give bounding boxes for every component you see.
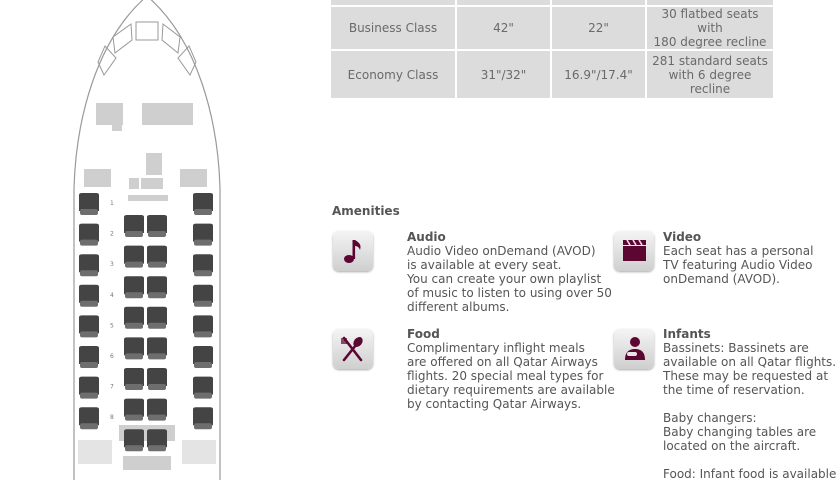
amenity-line: dietary requirements are available bbox=[407, 383, 615, 397]
rear-galley-block bbox=[182, 440, 216, 464]
table-cell-description: 30 flatbed seats with 180 degree recline bbox=[647, 7, 773, 49]
seat[interactable] bbox=[124, 215, 144, 237]
amenity-line: flights. 20 special meal types for bbox=[407, 369, 604, 383]
row-number: 8 bbox=[110, 414, 114, 422]
amenity-line: by contacting Qatar Airways. bbox=[407, 397, 582, 411]
table-cell-pitch: 42" bbox=[457, 7, 550, 49]
galley-block bbox=[141, 178, 163, 189]
seat[interactable] bbox=[147, 368, 167, 390]
table-header-cell bbox=[331, 0, 455, 5]
amenity-line: onDemand (AVOD). bbox=[663, 272, 780, 286]
seat[interactable] bbox=[79, 377, 99, 399]
amenity-line: You can create your own playlist bbox=[407, 272, 602, 286]
seat[interactable] bbox=[193, 377, 213, 399]
seat[interactable] bbox=[193, 193, 213, 215]
seat[interactable] bbox=[124, 368, 144, 390]
rear-galley-block bbox=[123, 456, 171, 470]
amenity-title: Audio bbox=[407, 230, 446, 244]
seat[interactable] bbox=[193, 407, 213, 429]
amenity-line: Food: Infant food is available bbox=[663, 467, 837, 481]
seat[interactable] bbox=[147, 276, 167, 298]
amenity-line: the time of reservation. bbox=[663, 383, 805, 397]
seat[interactable] bbox=[124, 429, 144, 451]
amenity-title: Food bbox=[407, 327, 440, 341]
seat[interactable] bbox=[79, 407, 99, 429]
table-header-cell bbox=[647, 0, 773, 5]
galley-block bbox=[129, 178, 139, 189]
row-number: 1 bbox=[110, 200, 114, 207]
amenity-food bbox=[407, 327, 615, 411]
galley-block bbox=[142, 103, 193, 125]
table-cell-class: Economy Class bbox=[331, 51, 455, 98]
seat[interactable] bbox=[124, 399, 144, 421]
table-cell-class: Business Class bbox=[331, 7, 455, 49]
baby-icon bbox=[614, 329, 654, 369]
seat[interactable] bbox=[147, 246, 167, 268]
row-number: 3 bbox=[110, 261, 114, 269]
amenity-line: are offered on all Qatar Airways bbox=[407, 355, 598, 369]
amenity-line: Bassinets: Bassinets are bbox=[663, 341, 809, 355]
amenity-line: located on the aircraft. bbox=[663, 439, 801, 453]
rear-galley-block bbox=[78, 440, 112, 464]
seat[interactable] bbox=[147, 429, 167, 451]
seat[interactable] bbox=[124, 337, 144, 359]
seat[interactable] bbox=[124, 246, 144, 268]
music-note-icon bbox=[333, 231, 373, 271]
amenity-title: Infants bbox=[663, 327, 711, 341]
row-number: 6 bbox=[110, 353, 114, 360]
seat[interactable] bbox=[193, 285, 213, 307]
lavatory-block bbox=[146, 153, 162, 175]
row-number: 7 bbox=[110, 383, 114, 391]
seat[interactable] bbox=[193, 254, 213, 276]
seat[interactable] bbox=[147, 215, 167, 237]
amenity-line: available on all Qatar flights. bbox=[663, 355, 837, 369]
table-cell-pitch: 31"/32" bbox=[457, 51, 550, 98]
table-cell-description: 281 standard seats with 6 degree recline bbox=[647, 51, 773, 98]
galley-block bbox=[180, 169, 207, 187]
seat[interactable] bbox=[193, 346, 213, 368]
table-header-cell bbox=[457, 0, 550, 5]
seat[interactable] bbox=[147, 399, 167, 421]
galley-block bbox=[96, 103, 123, 125]
amenity-infants bbox=[663, 327, 836, 481]
amenities-heading: Amenities bbox=[332, 204, 400, 218]
amenity-line: of music to listen to using over 50 bbox=[407, 286, 612, 300]
amenity-audio bbox=[407, 230, 612, 314]
aircraft-seat-map bbox=[0, 0, 240, 480]
seat[interactable] bbox=[79, 193, 99, 215]
amenity-video bbox=[663, 230, 813, 286]
table-cell-width: 22" bbox=[552, 7, 645, 49]
amenity-line: different albums. bbox=[407, 300, 510, 314]
seat[interactable] bbox=[79, 285, 99, 307]
seat[interactable] bbox=[124, 307, 144, 329]
row-number: 4 bbox=[110, 291, 114, 299]
galley-block bbox=[84, 169, 111, 187]
amenity-line: Complimentary inflight meals bbox=[407, 341, 585, 355]
fork-spoon-icon bbox=[333, 329, 373, 369]
cockpit-window-center bbox=[136, 22, 158, 40]
table-header-cell bbox=[552, 0, 645, 5]
row-number: 2 bbox=[110, 230, 114, 238]
cockpit-window-right bbox=[162, 24, 180, 53]
amenity-line: Audio Video onDemand (AVOD) bbox=[407, 244, 596, 258]
seat[interactable] bbox=[193, 224, 213, 246]
seat[interactable] bbox=[79, 315, 99, 337]
amenity-line: TV featuring Audio Video bbox=[663, 258, 813, 272]
film-clapper-icon bbox=[614, 231, 654, 271]
amenity-title: Video bbox=[663, 230, 702, 244]
amenity-line: is available at every seat. bbox=[407, 258, 562, 272]
amenity-line: Each seat has a personal bbox=[663, 244, 814, 258]
table-cell-width: 16.9"/17.4" bbox=[552, 51, 645, 98]
seat[interactable] bbox=[79, 254, 99, 276]
seat[interactable] bbox=[124, 276, 144, 298]
cockpit-window-left bbox=[113, 24, 132, 53]
row-number: 5 bbox=[110, 322, 114, 330]
amenity-line: These may be requested at bbox=[663, 369, 829, 383]
galley-block bbox=[112, 125, 122, 131]
seat[interactable] bbox=[79, 346, 99, 368]
bulkhead-block bbox=[128, 195, 168, 201]
seat[interactable] bbox=[79, 224, 99, 246]
seat[interactable] bbox=[147, 337, 167, 359]
seat[interactable] bbox=[147, 307, 167, 329]
amenity-line: Baby changers: bbox=[663, 411, 757, 425]
amenity-line: Baby changing tables are bbox=[663, 425, 817, 439]
seat[interactable] bbox=[193, 315, 213, 337]
